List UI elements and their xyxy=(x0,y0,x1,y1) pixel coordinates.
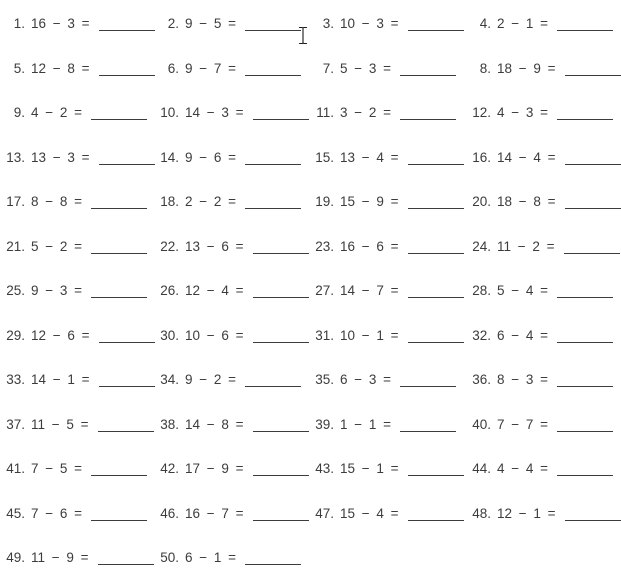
answer-blank[interactable] xyxy=(253,106,309,120)
problem-number: 21. xyxy=(6,238,25,254)
problem-number: 44. xyxy=(472,461,491,477)
problem-item xyxy=(313,326,470,344)
answer-blank[interactable] xyxy=(408,151,464,165)
problem-item xyxy=(470,504,621,522)
problem-item xyxy=(158,326,313,344)
problem-number: 22. xyxy=(160,238,179,254)
answer-blank[interactable] xyxy=(400,418,456,432)
problem-item xyxy=(4,415,158,433)
answer-blank[interactable] xyxy=(408,507,464,521)
problem-item xyxy=(4,504,158,522)
answer-blank[interactable] xyxy=(91,507,147,521)
answer-blank[interactable] xyxy=(245,373,301,387)
problem-expression: 6 − 1 = xyxy=(185,550,237,566)
answer-blank[interactable] xyxy=(557,329,613,343)
answer-blank[interactable] xyxy=(557,284,613,298)
problem-number: 6. xyxy=(167,60,179,76)
problem-expression: 7 − 5 = xyxy=(31,461,83,477)
answer-blank[interactable] xyxy=(245,62,301,76)
answer-blank[interactable] xyxy=(91,284,147,298)
problem-item xyxy=(470,192,621,210)
problem-number: 25. xyxy=(6,283,25,299)
answer-blank[interactable] xyxy=(99,62,155,76)
problem-item xyxy=(158,103,313,121)
answer-blank[interactable] xyxy=(91,106,147,120)
problem-item xyxy=(470,103,621,121)
answer-blank[interactable] xyxy=(253,507,309,521)
problem-number: 34. xyxy=(160,372,179,388)
problem-expression: 6 − 4 = xyxy=(497,327,549,343)
problem-number: 33. xyxy=(6,372,25,388)
problem-expression: 18 − 8 = xyxy=(497,194,556,210)
problem-expression: 9 − 3 = xyxy=(31,283,83,299)
problem-number: 9. xyxy=(13,105,25,121)
problem-number: 41. xyxy=(6,461,25,477)
problem-item xyxy=(4,548,158,566)
answer-blank[interactable] xyxy=(400,62,456,76)
answer-blank[interactable] xyxy=(565,62,621,76)
problem-item xyxy=(158,59,313,77)
problem-expression: 16 − 3 = xyxy=(31,16,90,32)
problem-item xyxy=(158,237,313,255)
answer-blank[interactable] xyxy=(99,17,155,31)
problem-number: 46. xyxy=(160,505,179,521)
problem-item xyxy=(313,148,470,166)
problem-item xyxy=(313,281,470,299)
problem-expression: 13 − 4 = xyxy=(340,149,399,165)
answer-blank[interactable] xyxy=(99,151,155,165)
answer-blank[interactable] xyxy=(400,106,456,120)
problem-number: 16. xyxy=(472,149,491,165)
answer-blank[interactable] xyxy=(400,373,456,387)
problem-number: 35. xyxy=(315,372,334,388)
answer-blank[interactable] xyxy=(253,329,309,343)
answer-blank[interactable] xyxy=(91,462,147,476)
problem-item xyxy=(470,148,621,166)
answer-blank[interactable] xyxy=(564,240,620,254)
problem-item xyxy=(470,370,621,388)
problem-expression: 14 − 1 = xyxy=(31,372,90,388)
problem-expression: 4 − 4 = xyxy=(497,461,549,477)
problem-number: 38. xyxy=(160,416,179,432)
problem-item xyxy=(4,148,158,166)
answer-blank[interactable] xyxy=(408,240,464,254)
answer-blank[interactable] xyxy=(557,373,613,387)
problem-number: 27. xyxy=(315,283,334,299)
problem-number: 37. xyxy=(6,416,25,432)
problem-item xyxy=(158,370,313,388)
problem-number: 7. xyxy=(322,60,334,76)
problem-expression: 2 − 2 = xyxy=(185,194,237,210)
answer-blank[interactable] xyxy=(408,195,464,209)
problem-item xyxy=(4,192,158,210)
problem-item xyxy=(158,548,313,566)
problem-item xyxy=(4,14,158,32)
answer-blank[interactable] xyxy=(565,151,621,165)
problem-item xyxy=(158,281,313,299)
problem-item xyxy=(4,326,158,344)
problem-expression: 11 − 9 = xyxy=(31,550,89,566)
problem-expression: 14 − 4 = xyxy=(497,149,556,165)
answer-blank[interactable] xyxy=(557,418,613,432)
problem-item xyxy=(4,459,158,477)
problem-item xyxy=(470,281,621,299)
problem-expression: 17 − 9 = xyxy=(185,461,244,477)
problem-item xyxy=(158,504,313,522)
problem-number: 4. xyxy=(479,16,491,32)
problem-number: 23. xyxy=(315,238,334,254)
problem-item xyxy=(313,415,470,433)
problem-item xyxy=(313,192,470,210)
problem-number: 43. xyxy=(315,461,334,477)
problem-item xyxy=(4,237,158,255)
problem-number: 10. xyxy=(160,105,179,121)
problem-number: 12. xyxy=(472,105,491,121)
answer-blank[interactable] xyxy=(98,551,154,565)
problem-number: 42. xyxy=(160,461,179,477)
problem-expression: 13 − 3 = xyxy=(31,149,90,165)
answer-blank[interactable] xyxy=(408,284,464,298)
problem-number: 15. xyxy=(315,149,334,165)
problem-item xyxy=(158,14,313,32)
answer-blank[interactable] xyxy=(253,418,309,432)
problem-expression: 3 − 2 = xyxy=(340,105,392,121)
problem-number: 13. xyxy=(6,149,25,165)
problem-expression: 9 − 5 = xyxy=(185,16,237,32)
problem-number: 49. xyxy=(6,550,25,566)
problem-number: 3. xyxy=(322,16,334,32)
problem-number: 19. xyxy=(315,194,334,210)
problem-number: 11. xyxy=(316,105,334,121)
problem-item xyxy=(313,103,470,121)
problem-number: 26. xyxy=(160,283,179,299)
answer-blank[interactable] xyxy=(91,195,147,209)
answer-blank[interactable] xyxy=(99,329,155,343)
problem-expression: 2 − 1 = xyxy=(497,16,549,32)
problem-number: 45. xyxy=(6,505,25,521)
problem-expression: 16 − 7 = xyxy=(185,505,244,521)
answer-blank[interactable] xyxy=(557,106,613,120)
problem-expression: 12 − 8 = xyxy=(31,60,90,76)
problem-number: 32. xyxy=(472,327,491,343)
problem-expression: 10 − 3 = xyxy=(340,16,399,32)
problem-item xyxy=(313,237,470,255)
problem-number: 31. xyxy=(315,327,334,343)
problem-number: 30. xyxy=(160,327,179,343)
problem-item xyxy=(470,459,621,477)
problem-expression: 1 − 1 = xyxy=(340,416,392,432)
problem-number: 1. xyxy=(13,16,25,32)
problem-expression: 7 − 6 = xyxy=(31,505,83,521)
problem-item xyxy=(158,192,313,210)
problem-number: 20. xyxy=(472,194,491,210)
problem-number: 8. xyxy=(479,60,491,76)
problem-item xyxy=(470,59,621,77)
answer-blank[interactable] xyxy=(565,195,621,209)
problem-expression: 8 − 3 = xyxy=(497,372,549,388)
problem-expression: 4 − 2 = xyxy=(31,105,83,121)
problem-expression: 6 − 3 = xyxy=(340,372,392,388)
problem-number: 24. xyxy=(472,238,491,254)
problem-number: 39. xyxy=(315,416,334,432)
answer-blank[interactable] xyxy=(245,195,301,209)
answer-blank[interactable] xyxy=(557,462,613,476)
problem-number: 50. xyxy=(160,550,179,566)
problem-expression: 14 − 8 = xyxy=(185,416,244,432)
answer-blank[interactable] xyxy=(98,418,154,432)
problem-item xyxy=(313,59,470,77)
problem-item xyxy=(158,459,313,477)
problem-number: 5. xyxy=(13,60,25,76)
problem-expression: 9 − 2 = xyxy=(185,372,237,388)
problem-expression: 11 − 2 = xyxy=(497,238,555,254)
answer-blank[interactable] xyxy=(245,17,301,31)
problem-item xyxy=(4,370,158,388)
problem-expression: 14 − 7 = xyxy=(340,283,399,299)
problem-expression: 9 − 7 = xyxy=(185,60,237,76)
problem-number: 14. xyxy=(160,149,179,165)
answer-blank[interactable] xyxy=(245,551,301,565)
problem-number: 48. xyxy=(472,505,491,521)
problem-item xyxy=(470,14,621,32)
problem-item xyxy=(470,415,621,433)
problem-expression: 15 − 1 = xyxy=(340,461,399,477)
answer-blank[interactable] xyxy=(99,373,155,387)
problem-number: 17. xyxy=(6,194,25,210)
problem-number: 2. xyxy=(167,16,179,32)
problem-item xyxy=(158,415,313,433)
problem-item xyxy=(313,370,470,388)
problem-expression: 14 − 3 = xyxy=(185,105,244,121)
answer-blank[interactable] xyxy=(253,462,309,476)
answer-blank[interactable] xyxy=(565,507,621,521)
problem-expression: 16 − 6 = xyxy=(340,238,399,254)
answer-blank[interactable] xyxy=(408,17,464,31)
problem-number: 29. xyxy=(6,327,25,343)
answer-blank[interactable] xyxy=(253,240,309,254)
answer-blank[interactable] xyxy=(245,151,301,165)
answer-blank[interactable] xyxy=(91,240,147,254)
problem-item xyxy=(4,281,158,299)
problem-expression: 12 − 6 = xyxy=(31,327,90,343)
problem-number: 18. xyxy=(160,194,179,210)
problem-expression: 12 − 4 = xyxy=(185,283,244,299)
problem-number: 28. xyxy=(472,283,491,299)
problem-expression: 10 − 1 = xyxy=(340,327,399,343)
problem-expression: 15 − 4 = xyxy=(340,505,399,521)
problem-expression: 15 − 9 = xyxy=(340,194,399,210)
problem-expression: 10 − 6 = xyxy=(185,327,244,343)
problem-expression: 5 − 3 = xyxy=(340,60,392,76)
problem-item xyxy=(4,103,158,121)
problem-expression: 4 − 3 = xyxy=(497,105,549,121)
problem-expression: 11 − 5 = xyxy=(31,416,89,432)
answer-blank[interactable] xyxy=(557,17,613,31)
answer-blank[interactable] xyxy=(253,284,309,298)
problem-number: 36. xyxy=(472,372,491,388)
problem-item xyxy=(470,326,621,344)
problem-number: 47. xyxy=(315,505,334,521)
problem-expression: 13 − 6 = xyxy=(185,238,244,254)
problem-item xyxy=(313,14,470,32)
problem-item xyxy=(158,148,313,166)
problem-item xyxy=(4,59,158,77)
problem-expression: 5 − 2 = xyxy=(31,238,83,254)
problem-expression: 12 − 1 = xyxy=(497,505,556,521)
answer-blank[interactable] xyxy=(408,462,464,476)
problem-expression: 18 − 9 = xyxy=(497,60,556,76)
problem-item xyxy=(470,237,621,255)
problem-item xyxy=(313,504,470,522)
problem-item xyxy=(313,459,470,477)
answer-blank[interactable] xyxy=(408,329,464,343)
problem-expression: 7 − 7 = xyxy=(497,416,549,432)
problem-expression: 8 − 8 = xyxy=(31,194,83,210)
problem-number: 40. xyxy=(472,416,491,432)
problem-expression: 5 − 4 = xyxy=(497,283,549,299)
problem-expression: 9 − 6 = xyxy=(185,149,237,165)
